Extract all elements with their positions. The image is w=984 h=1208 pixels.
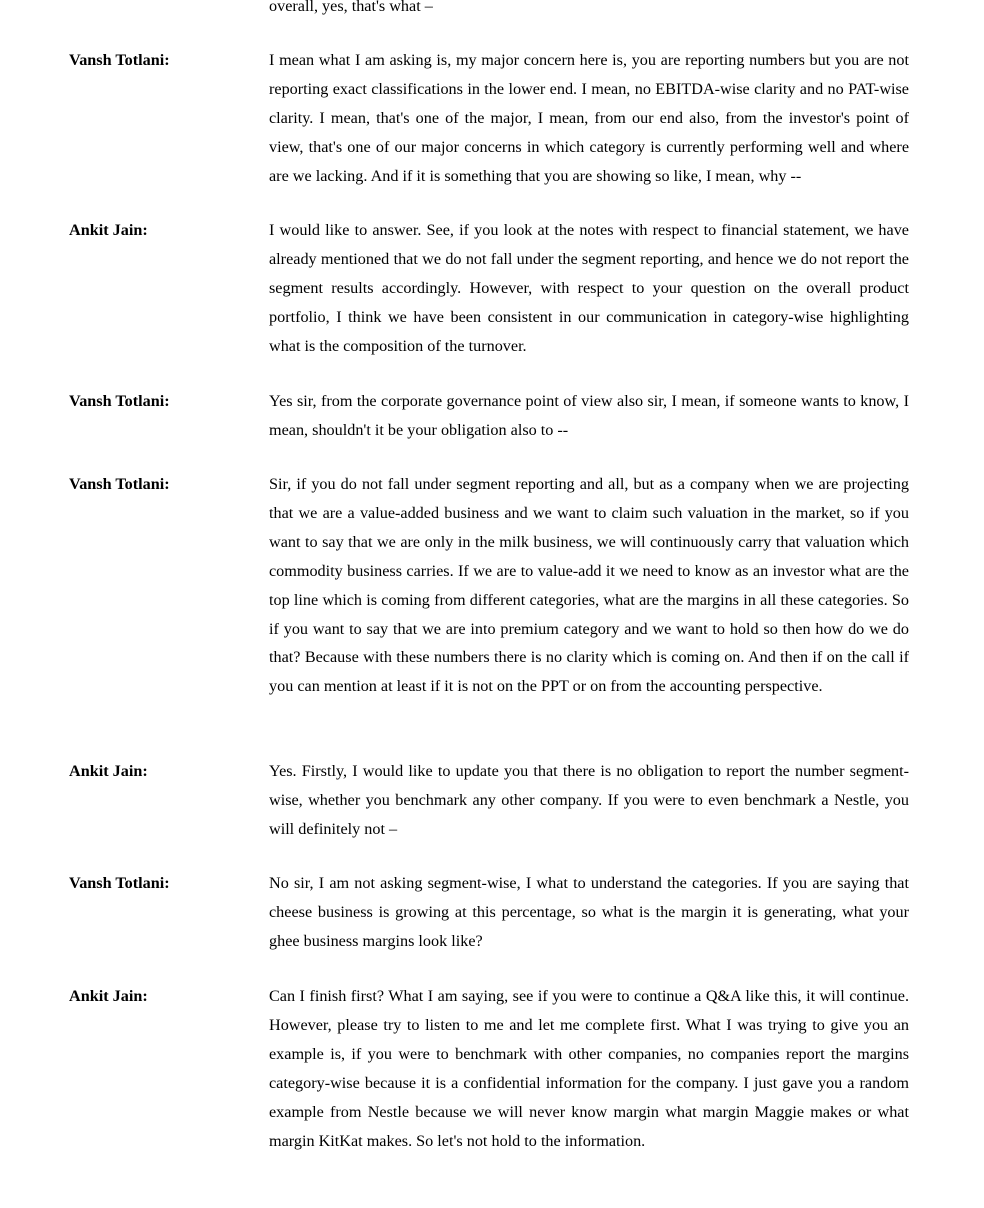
speech-text: Yes sir, from the corporate governance point of view also sir, I mean, if someone wants to know, I mean, shouldn't it be your obligation also to -- (269, 392, 909, 439)
speech-text: No sir, I am not asking segment-wise, I what to understand the categories. If you are saying that cheese business is growing at this percentage, so what is the margin it is generating, what your ghee business margins look like? (269, 874, 909, 950)
speech-text: I would like to answer. See, if you look at the notes with respect to financial statement, we have already mentioned that we do not fall under the segment reporting, and hence we do not report the segment results accordingly. However, with respect to your question on the overall product portfolio, I think we have been consistent in our communication in category-wise highlighting what is the composition of the turnover. (269, 221, 909, 355)
speaker-name: Vansh Totlani: (69, 874, 170, 892)
speech-text: Yes. Firstly, I would like to update you that there is no obligation to report the number segment-wise, whether you benchmark any other company. If you were to even benchmark a Nestle, you will definitely not – (269, 762, 909, 838)
speaker-name: Vansh Totlani: (69, 475, 170, 493)
speaker-name: Ankit Jain: (69, 221, 148, 239)
speech-text: Sir, if you do not fall under segment reporting and all, but as a company when we are projecting that we are a value-added business and we want to claim such valuation in the market, so if you want to say that we are only in the milk business, we will continuously carry that valuation which commodity business carries. If we are to value-add it we need to know as an investor what are the top line which is coming from different categories, what are the margins in all these categories. So if you want to say that we are into premium category and we want to hold so then how do we do that? Because with these numbers there is no clarity which is coming on. And then if on the call if you can mention at least if it is not on the PPT or on from the accounting perspective. (269, 475, 909, 696)
speech-text: Can I finish first? What I am saying, see if you were to continue a Q&A like this, it will continue. However, please try to listen to me and let me complete first. What I was trying to give you an example is, if you were to benchmark with other companies, no companies report the margins category-wise because it is a confidential information for the company. I just gave you a random example from Nestle because we will never know margin what margin Maggie makes or what margin KitKat makes. So let's not hold to the information. (269, 987, 909, 1150)
speaker-name: Vansh Totlani: (69, 51, 170, 69)
speech-text: I mean what I am asking is, my major concern here is, you are reporting numbers but you are not reporting exact classifications in the lower end. I mean, no EBITDA-wise clarity and no PAT-wise clarity. I mean, that's one of the major, I mean, from our end also, from the investor's point of view, that's one of our major concerns in which category is currently performing well and where are we lacking. And if it is something that you are showing so like, I mean, why -- (269, 51, 909, 185)
speaker-name: Ankit Jain: (69, 987, 148, 1005)
continued-speech: overall, yes, that's what – (269, 0, 433, 15)
speaker-name: Vansh Totlani: (69, 392, 170, 410)
speaker-name: Ankit Jain: (69, 762, 148, 780)
